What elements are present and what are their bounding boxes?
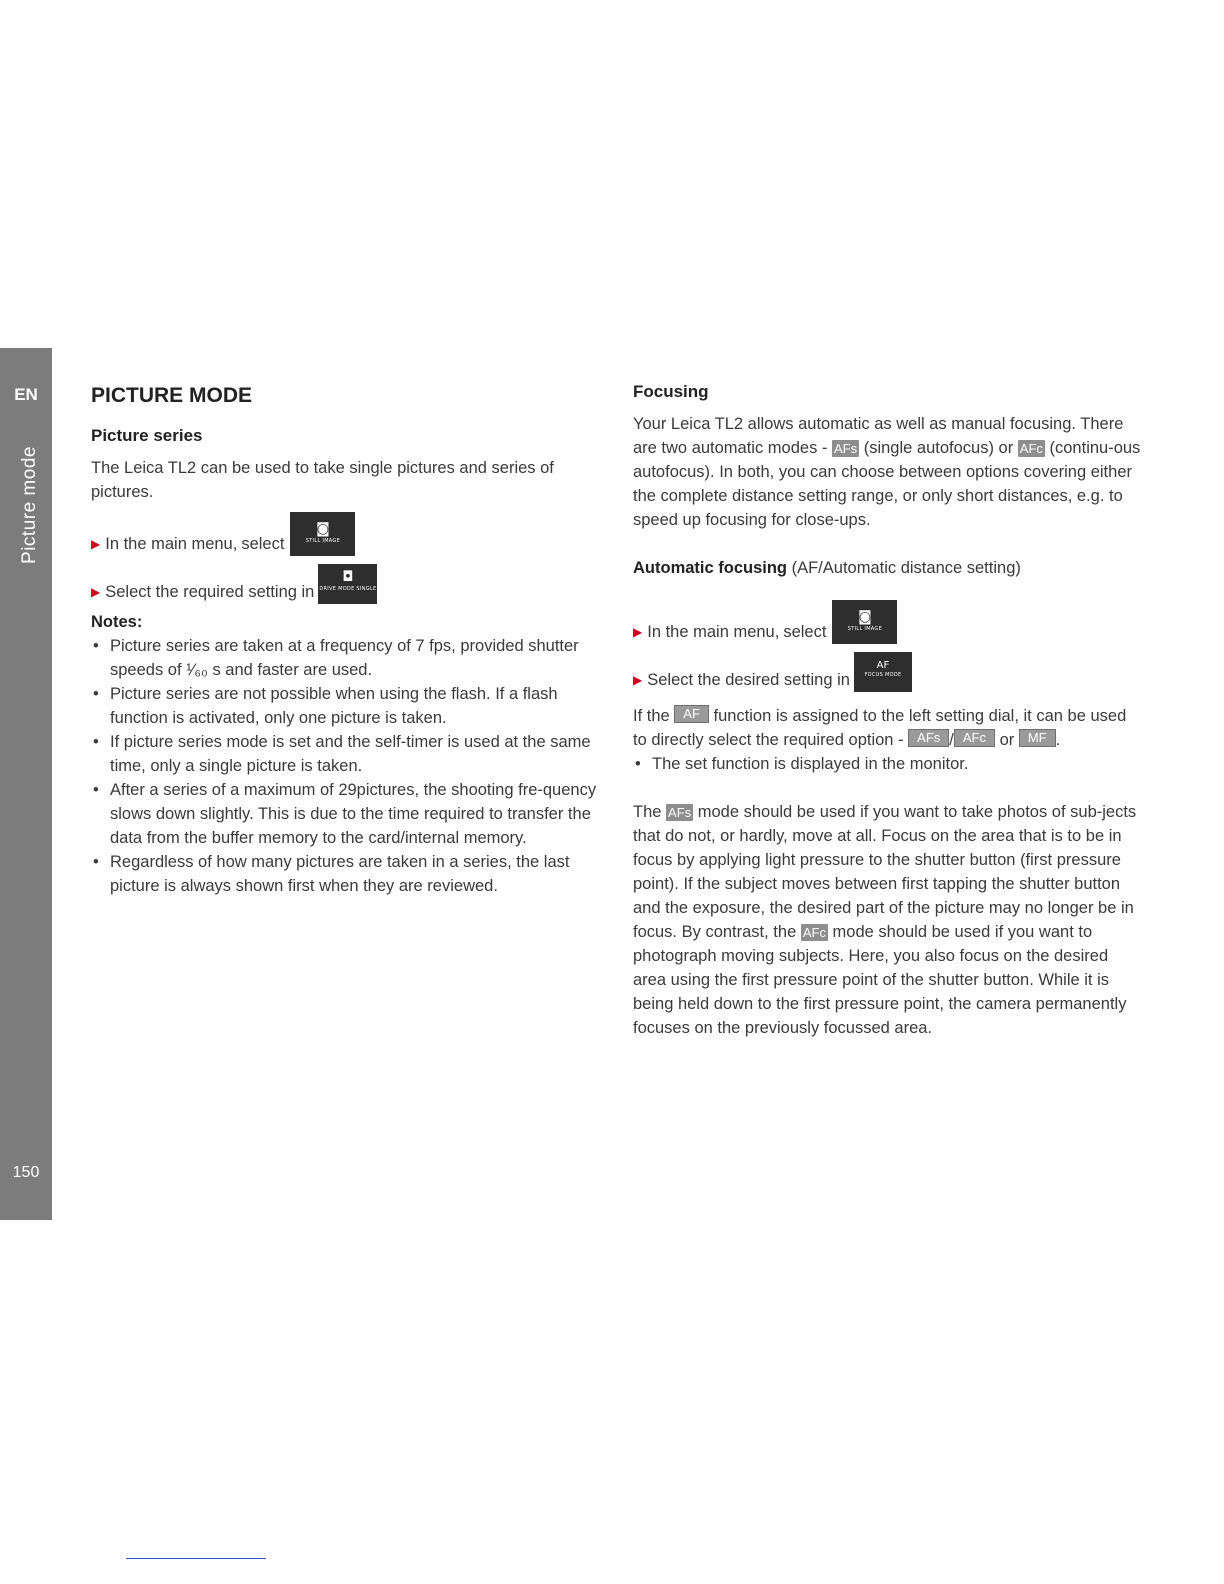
language-label: EN — [14, 385, 38, 404]
afs-badge: AFs — [668, 805, 692, 820]
af-function-badge: AF — [674, 705, 709, 723]
triangle-right-icon: ▶ — [91, 537, 101, 551]
afc-option-badge: AFc — [954, 729, 995, 747]
notes-list — [91, 634, 601, 898]
page-title: PICTURE MODE — [91, 384, 253, 407]
afs-badge: AFs — [834, 441, 858, 456]
list-item: • Picture series are not possible when using the flash. If a flash function is activated, only one picture is taken. — [91, 682, 601, 730]
af-dial-paragraph: If the AF function is assigned to the left setting dial, it can be used to directly select the required option - AFs / AFc or MF . — [633, 706, 1127, 749]
icon-caption: STILL IMAGE — [305, 538, 341, 544]
intro-paragraph: The Leica TL2 can be used to take single pictures and series of pictures. — [91, 459, 554, 501]
focusing-heading: Focusing — [633, 382, 709, 401]
notes-heading: Notes: — [91, 613, 143, 631]
section-label: Picture mode — [19, 446, 40, 564]
left-column — [91, 380, 601, 898]
icon-caption: STILL IMAGE — [847, 626, 883, 632]
step-text: Select the desired setting in — [647, 671, 850, 689]
list-item: • After a series of a maximum of 29pictures, the shooting fre-quency slows down slightly. This is due to the time required to transfer the data from the buffer memory to the card/internal memory. — [91, 778, 601, 850]
step-main-menu-focus — [633, 600, 1143, 644]
footer-rule — [126, 1558, 266, 1559]
af-icon: AF — [876, 660, 890, 671]
still-image-menu-icon — [290, 512, 355, 556]
step-text: In the main menu, — [647, 623, 780, 641]
afs-afc-paragraph: The AFs mode should be used if you want to take photos of sub-jects that do not, or hardly, move at all. Focus on the area that is to be in focus by applying light pressure to the shutter button (first pressure point). If the subject moves between first tapping the shutter button and the exposure, the desired part of the picture may no longer be in focus. By contrast, the AFc mode should be used if you want to photograph moving subjects. Here, you also focus on the desired area using the first pressure point of the shutter button. While it is being held down to the first pressure point, the camera permanently focuses on the previously focussed area. — [633, 803, 1137, 1037]
triangle-right-icon: ▶ — [633, 673, 643, 687]
focus-mode-menu-icon — [854, 652, 912, 692]
mf-option-badge: MF — [1019, 729, 1056, 747]
right-column — [633, 380, 1143, 1040]
monitor-note — [633, 752, 1143, 776]
step-select-setting — [91, 564, 601, 604]
select-word: select — [783, 623, 827, 641]
focusing-paragraph: Your Leica TL2 allows automatic as well as manual focusing. There are two automatic modes - AFs (single autofocus) or AFc (continu-ous autofocus). In both, you can choose between options covering either the complete distance setting range, or only short distances, e.g. to speed up focusing for close-ups. — [633, 415, 1141, 529]
automatic-focusing-heading: Automatic focusing (AF/Automatic distance setting) — [633, 559, 1021, 577]
step-text: In the main menu, — [105, 535, 238, 553]
icon-caption: FOCUS MODE — [864, 672, 902, 678]
step-main-menu — [91, 512, 601, 556]
camera-icon: ◙ — [316, 521, 330, 537]
page-number: 150 — [12, 1164, 40, 1181]
triangle-right-icon: ▶ — [91, 585, 101, 599]
list-item: • The set function is displayed in the monitor. — [633, 752, 1143, 776]
still-image-menu-icon — [832, 600, 897, 644]
select-word: select — [241, 535, 285, 553]
afc-badge: AFc — [802, 925, 826, 940]
afc-badge: AFc — [1019, 441, 1043, 456]
list-item: • If picture series mode is set and the self-timer is used at the same time, only a single picture is taken. — [91, 730, 601, 778]
list-item: • Regardless of how many pictures are taken in a series, the last picture is always shown first when they are reviewed. — [91, 850, 601, 898]
step-select-focus-mode — [633, 652, 1143, 692]
drive-mode-menu-icon — [318, 564, 377, 604]
picture-series-heading: Picture series — [91, 426, 203, 445]
camera-icon: ◙ — [858, 609, 872, 625]
afs-option-badge: AFs — [908, 729, 949, 747]
drive-mode-icon: ◘ — [342, 569, 354, 585]
triangle-right-icon: ▶ — [633, 625, 643, 639]
list-item: • Picture series are taken at a frequency of 7 fps, provided shutter speeds of ¹⁄₆₀ s and faster are used. — [91, 634, 601, 682]
step-text: Select the required setting in — [105, 583, 315, 601]
icon-caption: DRIVE MODE SINGLE — [319, 586, 377, 592]
